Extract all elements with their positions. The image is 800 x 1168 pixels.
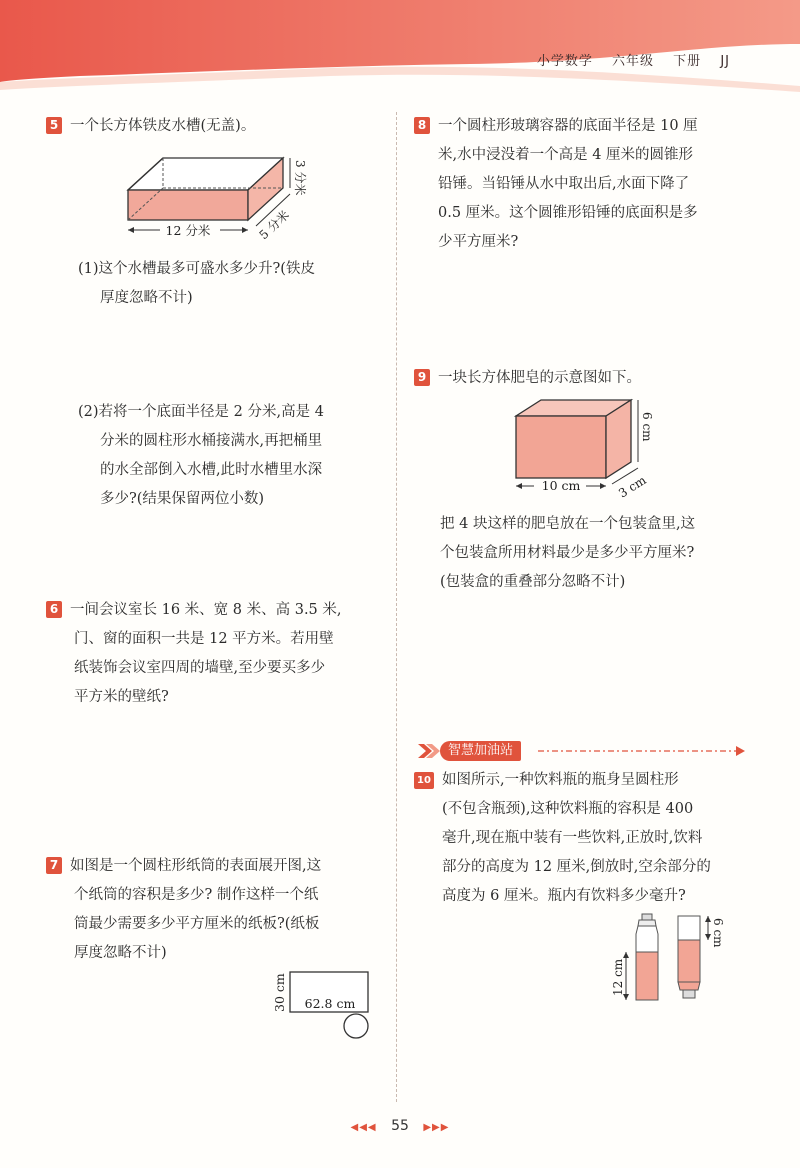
page-footer (0, 1118, 800, 1134)
text-line: 铅锤。当铅锤从水中取出后,水面下降了 (438, 176, 690, 192)
right-arrows-icon: ▶▶▶ (423, 1122, 450, 1133)
question-number: 5 (46, 117, 62, 134)
page-number: 55 (391, 1118, 409, 1134)
question-5-part-1 (78, 255, 378, 313)
text-line: 一间会议室长 16 米、宽 8 米、高 3.5 米, (70, 602, 342, 618)
soap-width-label: 3 cm (616, 473, 649, 501)
question-10 (414, 766, 759, 911)
text-line: (2)若将一个底面半径是 2 分米,高是 4 (78, 404, 324, 420)
column-divider (396, 112, 397, 1102)
section-label: 智慧加油站 (440, 741, 521, 761)
text-line: 米,水中浸没着一个高是 4 厘米的圆锥形 (438, 147, 694, 163)
text-line: 厚度忽略不计) (74, 945, 167, 961)
question-7 (46, 852, 386, 968)
question-number: 7 (46, 857, 62, 874)
text-line: 如图是一个圆柱形纸筒的表面展开图,这 (70, 858, 322, 874)
inverted-bottle (678, 916, 700, 998)
tank-width-label: 5 分米 (256, 207, 292, 243)
text-line: 少平方厘米? (438, 234, 519, 250)
tank-height-label: 3 分米 (293, 160, 307, 196)
header-grade: 六年级 (612, 54, 655, 69)
text-line: 纸装饰会议室四周的墙壁,至少要买多少 (74, 660, 326, 676)
section-banner (418, 740, 748, 762)
text-line: 一个圆柱形玻璃容器的底面半径是 10 厘 (438, 118, 698, 134)
header-volume: 下册 (673, 54, 702, 69)
question-number: 6 (46, 601, 62, 618)
text-line: 分米的圆柱形水桶接满水,再把桶里 (100, 433, 323, 449)
question-9 (414, 364, 754, 393)
text-line: 个包装盒所用材料最少是多少平方厘米? (440, 545, 695, 561)
soap-figure (506, 394, 676, 502)
soap-height-label: 6 cm (640, 412, 654, 442)
question-8 (414, 112, 754, 257)
net-width-label: 62.8 cm (304, 996, 356, 1011)
header-info (523, 50, 730, 69)
tank-length-label: 12 分米 (165, 223, 211, 238)
text-line: 厚度忽略不计) (100, 290, 193, 306)
inverted-height-label: 6 cm (711, 918, 725, 948)
question-number: 8 (414, 117, 430, 134)
upright-height-label: 12 cm (611, 958, 625, 996)
question-number: 9 (414, 369, 430, 386)
text-line: 如图所示,一种饮料瓶的瓶身呈圆柱形 (442, 772, 679, 788)
bottles-figure (608, 912, 748, 1004)
text-line: 部分的高度为 12 厘米,倒放时,空余部分的 (442, 859, 711, 875)
text-line: 门、窗的面积一共是 12 平方米。若用壁 (74, 631, 334, 647)
text-line: (不包含瓶颈),这种饮料瓶的容积是 400 (442, 801, 694, 817)
text-line: 个纸筒的容积是多少? 制作这样一个纸 (74, 887, 319, 903)
text-line: 筒最少需要多少平方厘米的纸板?(纸板 (74, 916, 320, 932)
question-title: 一个长方体铁皮水槽(无盖)。 (70, 118, 256, 134)
question-6 (46, 596, 386, 712)
question-5-part-2 (78, 398, 378, 514)
text-line: 高度为 6 厘米。瓶内有饮料多少毫升? (442, 888, 686, 904)
question-number: 10 (414, 772, 434, 789)
left-arrows-icon: ◀◀◀ (350, 1122, 377, 1133)
tank-figure (118, 140, 318, 245)
question-5 (46, 112, 376, 141)
text-line: 多少?(结果保留两位小数) (100, 491, 265, 507)
cylinder-net-figure (268, 966, 378, 1044)
header-subject: 小学数学 (536, 54, 593, 69)
text-line: 0.5 厘米。这个圆锥形铅锤的底面积是多 (438, 205, 698, 221)
text-line: 把 4 块这样的肥皂放在一个包装盒里,这 (440, 516, 696, 532)
text-line: (1)这个水槽最多可盛水多少升?(铁皮 (78, 261, 315, 277)
text-line: (包装盒的重叠部分忽略不计) (440, 574, 626, 590)
text-line: 毫升,现在瓶中装有一些饮料,正放时,饮料 (442, 830, 703, 846)
text-line: 平方米的壁纸? (74, 689, 169, 705)
text-line: 的水全部倒入水槽,此时水槽里水深 (100, 462, 323, 478)
soap-length-label: 10 cm (541, 478, 581, 493)
header-edition: JJ (720, 54, 730, 69)
question-title: 一块长方体肥皂的示意图如下。 (438, 370, 641, 386)
upright-bottle (636, 914, 658, 1000)
net-height-label: 30 cm (272, 973, 287, 1012)
question-9-body (440, 510, 770, 597)
